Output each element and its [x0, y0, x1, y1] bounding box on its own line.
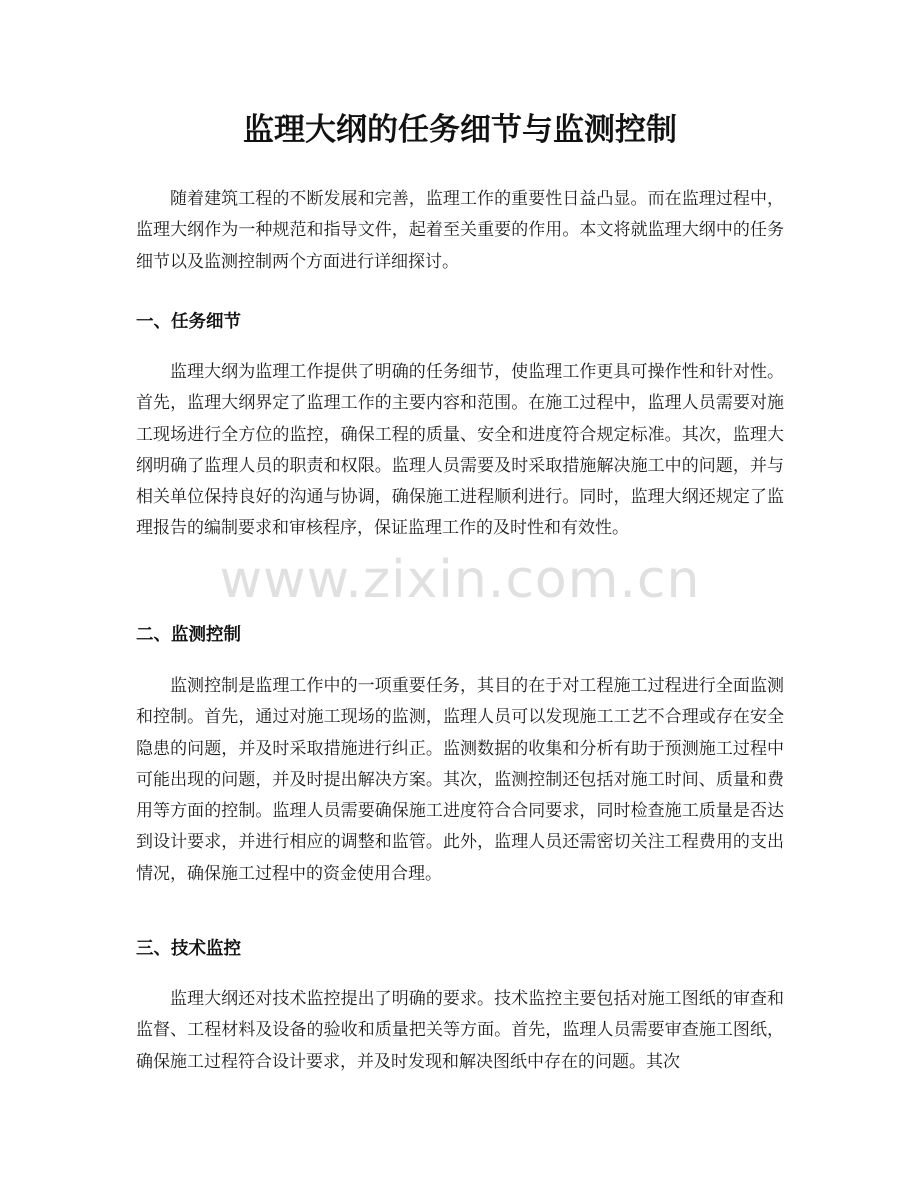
page-title: 监理大纲的任务细节与监测控制	[243, 112, 677, 148]
section-heading-monitoring: 二、监测控制	[136, 625, 241, 645]
section-body-tasks: 监理大纲为监理工作提供了明确的任务细节，使监理工作更具可操作性和针对性。首先，监理大纲界定了监理工作的主要内容和范围。在施工过程中，监理人员需要对施工现场进行全方位的监控，确保工程的质量、安全和进度符合规定标准。其次，监理大纲明确了监理人员的职责和权限。监理人员需要及时采取措施解决施工中的问题，并与相关单位保持良好的沟通与协调，确保施工进程顺利进行。同时，监理大纲还规定了监理报告的编制要求和审核程序，保证监理工作的及时性和有效性。	[136, 362, 784, 539]
section-heading-technical: 三、技术监控	[136, 939, 241, 959]
intro-paragraph: 随着建筑工程的不断发展和完善，监理工作的重要性日益凸显。而在监理过程中，监理大纲作为一种规范和指导文件，起着至关重要的作用。本文将就监理大纲中的任务细节以及监测控制两个方面进行详细探讨。	[136, 189, 784, 272]
section-body-technical: 监理大纲还对技术监控提出了明确的要求。技术监控主要包括对施工图纸的审查和监督、工程材料及设备的验收和质量把关等方面。首先，监理人员需要审查施工图纸，确保施工过程符合设计要求，并及时发现和解决图纸中存在的问题。其次	[136, 989, 784, 1072]
section-body-monitoring: 监测控制是监理工作中的一项重要任务，其目的在于对工程施工过程进行全面监测和控制。首先，通过对施工现场的监测，监理人员可以发现施工工艺不合理或存在安全隐患的问题，并及时采取措施进行纠正。监测数据的收集和分析有助于预测施工过程中可能出现的问题，并及时提出解决方案。其次，监测控制还包括对施工时间、质量和费用等方面的控制。监理人员需要确保施工进度符合合同要求，同时检查施工质量是否达到设计要求，并进行相应的调整和监管。此外，监理人员还需密切关注工程费用的支出情况，确保施工过程中的资金使用合理。	[136, 676, 784, 884]
section-heading-tasks: 一、任务细节	[136, 312, 241, 332]
watermark-text: www.zixin.com.cn	[219, 550, 701, 610]
